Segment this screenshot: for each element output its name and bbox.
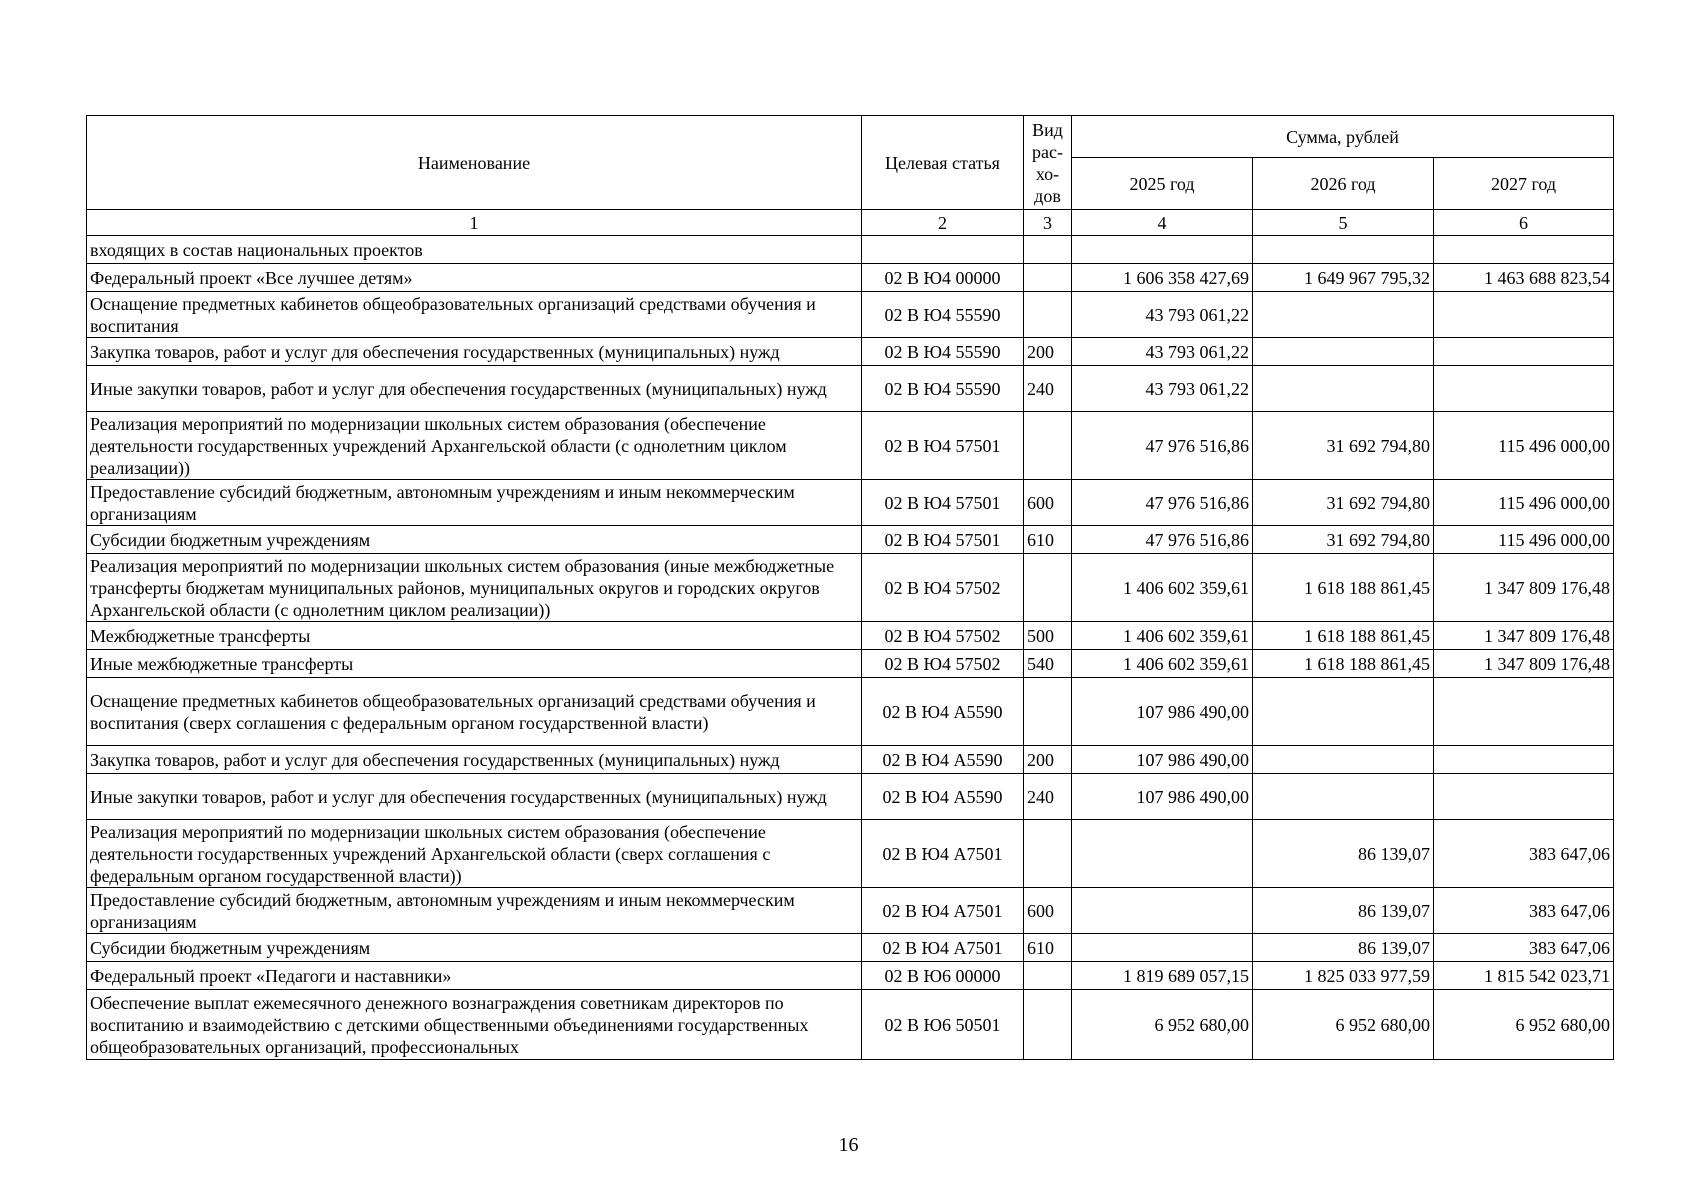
cell-y2026: 1 618 188 861,45	[1253, 650, 1434, 678]
cell-name: Реализация мероприятий по модернизации школьных систем образования (иные межбюджетные трансферты бюджетам муниципальных районов, муниципальных округов и городских округов Архангельской области (с однолетним циклом реализации))	[87, 554, 862, 622]
cell-y2025: 1 406 602 359,61	[1072, 554, 1253, 622]
cell-name: Реализация мероприятий по модернизации школьных систем образования (обеспечение деятельности государственных учреждений Архангельской области (сверх соглашения с федеральным органом государственной власти))	[87, 820, 862, 888]
cell-name: Предоставление субсидий бюджетным, автономным учреждениям и иным некоммерческим организациям	[87, 480, 862, 526]
cell-y2026	[1253, 774, 1434, 820]
cell-code: 02 В Ю4 А7501	[862, 888, 1024, 934]
cell-name: Субсидии бюджетным учреждениям	[87, 934, 862, 962]
cell-name: Реализация мероприятий по модернизации школьных систем образования (обеспечение деятельности государственных учреждений Архангельской области (с однолетним циклом реализации))	[87, 412, 862, 480]
cell-vid: 240	[1024, 774, 1072, 820]
cell-y2025: 1 406 602 359,61	[1072, 622, 1253, 650]
cell-y2025: 107 986 490,00	[1072, 746, 1253, 774]
cell-y2025: 6 952 680,00	[1072, 990, 1253, 1060]
cell-code: 02 В Ю4 А7501	[862, 934, 1024, 962]
cell-code: 02 В Ю4 А5590	[862, 774, 1024, 820]
cell-name: Федеральный проект «Все лучшее детям»	[87, 264, 862, 292]
cell-name: Иные межбюджетные трансферты	[87, 650, 862, 678]
table-row	[87, 746, 1614, 774]
cell-y2027: 6 952 680,00	[1434, 990, 1614, 1060]
cell-y2025: 107 986 490,00	[1072, 678, 1253, 746]
cell-code: 02 В Ю4 57502	[862, 650, 1024, 678]
cell-vid	[1024, 264, 1072, 292]
cell-y2025	[1072, 236, 1253, 264]
cell-y2025: 47 976 516,86	[1072, 412, 1253, 480]
col-number: 2	[862, 210, 1024, 236]
table-row	[87, 338, 1614, 366]
cell-code: 02 В Ю4 57501	[862, 412, 1024, 480]
cell-y2026	[1253, 338, 1434, 366]
cell-vid	[1024, 292, 1072, 338]
cell-vid: 610	[1024, 526, 1072, 554]
header-expense-type	[1024, 116, 1072, 210]
header-year-2027: 2027 год	[1434, 158, 1614, 210]
cell-y2027: 383 647,06	[1434, 934, 1614, 962]
col-number: 1	[87, 210, 862, 236]
cell-vid: 600	[1024, 480, 1072, 526]
cell-y2025: 43 793 061,22	[1072, 338, 1253, 366]
cell-name: Предоставление субсидий бюджетным, автономным учреждениям и иным некоммерческим организациям	[87, 888, 862, 934]
cell-name: Федеральный проект «Педагоги и наставники»	[87, 962, 862, 990]
cell-vid: 610	[1024, 934, 1072, 962]
cell-y2025: 47 976 516,86	[1072, 526, 1253, 554]
cell-y2027: 1 347 809 176,48	[1434, 622, 1614, 650]
cell-y2025: 107 986 490,00	[1072, 774, 1253, 820]
cell-code: 02 В Ю4 57502	[862, 622, 1024, 650]
cell-code: 02 В Ю4 57501	[862, 526, 1024, 554]
cell-y2025: 43 793 061,22	[1072, 366, 1253, 412]
col-number: 4	[1072, 210, 1253, 236]
cell-y2026	[1253, 678, 1434, 746]
col-number: 3	[1024, 210, 1072, 236]
cell-code: 02 В Ю4 57502	[862, 554, 1024, 622]
cell-code: 02 В Ю4 57501	[862, 480, 1024, 526]
table-row	[87, 962, 1614, 990]
cell-vid: 200	[1024, 338, 1072, 366]
cell-y2025: 1 819 689 057,15	[1072, 962, 1253, 990]
cell-name: Обеспечение выплат ежемесячного денежного вознаграждения советникам директоров по воспитанию и взаимодействию с детскими общественными объединениями государственных общеобразовательных организаций, профессиональных	[87, 990, 862, 1060]
header-target-article: Целевая статья	[862, 116, 1024, 210]
cell-y2026: 1 618 188 861,45	[1253, 554, 1434, 622]
cell-code: 02 В Ю4 А5590	[862, 746, 1024, 774]
cell-y2026: 31 692 794,80	[1253, 526, 1434, 554]
cell-y2027: 115 496 000,00	[1434, 480, 1614, 526]
table-row	[87, 236, 1614, 264]
header-year-2025: 2025 год	[1072, 158, 1253, 210]
cell-y2027	[1434, 774, 1614, 820]
cell-y2026: 86 139,07	[1253, 934, 1434, 962]
cell-name: Оснащение предметных кабинетов общеобразовательных организаций средствами обучения и воспитания (сверх соглашения с федеральным органом государственной власти)	[87, 678, 862, 746]
cell-name: Иные закупки товаров, работ и услуг для обеспечения государственных (муниципальных) нужд	[87, 366, 862, 412]
cell-y2027: 115 496 000,00	[1434, 526, 1614, 554]
header-vid-line: рас-	[1032, 141, 1063, 162]
table-row	[87, 412, 1614, 480]
cell-y2027	[1434, 678, 1614, 746]
cell-y2026: 6 952 680,00	[1253, 990, 1434, 1060]
header-name: Наименование	[87, 116, 862, 210]
cell-y2027: 115 496 000,00	[1434, 412, 1614, 480]
cell-y2026: 86 139,07	[1253, 820, 1434, 888]
table-row	[87, 480, 1614, 526]
cell-vid	[1024, 990, 1072, 1060]
cell-y2026: 1 618 188 861,45	[1253, 622, 1434, 650]
cell-y2027: 1 347 809 176,48	[1434, 554, 1614, 622]
cell-name: Субсидии бюджетным учреждениям	[87, 526, 862, 554]
cell-code: 02 В Ю4 А7501	[862, 820, 1024, 888]
table-row	[87, 990, 1614, 1060]
cell-code: 02 В Ю6 00000	[862, 962, 1024, 990]
header-year-2026: 2026 год	[1253, 158, 1434, 210]
cell-vid: 540	[1024, 650, 1072, 678]
cell-vid: 600	[1024, 888, 1072, 934]
table-row	[87, 650, 1614, 678]
cell-vid	[1024, 962, 1072, 990]
cell-y2025: 43 793 061,22	[1072, 292, 1253, 338]
table-row	[87, 678, 1614, 746]
cell-code	[862, 236, 1024, 264]
table-body	[87, 236, 1614, 1060]
table-row	[87, 526, 1614, 554]
header-vid-line: Вид	[1032, 119, 1063, 140]
cell-vid	[1024, 412, 1072, 480]
cell-y2025: 1 606 358 427,69	[1072, 264, 1253, 292]
cell-name: Закупка товаров, работ и услуг для обеспечения государственных (муниципальных) нужд	[87, 746, 862, 774]
cell-vid: 200	[1024, 746, 1072, 774]
col-number: 6	[1434, 210, 1614, 236]
page-number: 16	[838, 1134, 859, 1156]
cell-name: Иные закупки товаров, работ и услуг для обеспечения государственных (муниципальных) нужд	[87, 774, 862, 820]
table-row	[87, 554, 1614, 622]
cell-y2026	[1253, 292, 1434, 338]
cell-y2027: 383 647,06	[1434, 888, 1614, 934]
table-row	[87, 888, 1614, 934]
cell-vid	[1024, 554, 1072, 622]
cell-y2025: 47 976 516,86	[1072, 480, 1253, 526]
cell-code: 02 В Ю4 00000	[862, 264, 1024, 292]
cell-y2027	[1434, 236, 1614, 264]
cell-code: 02 В Ю6 50501	[862, 990, 1024, 1060]
cell-y2025: 1 406 602 359,61	[1072, 650, 1253, 678]
cell-name: Оснащение предметных кабинетов общеобразовательных организаций средствами обучения и воспитания	[87, 292, 862, 338]
cell-vid	[1024, 236, 1072, 264]
cell-y2026	[1253, 236, 1434, 264]
cell-code: 02 В Ю4 А5590	[862, 678, 1024, 746]
table-row	[87, 292, 1614, 338]
cell-y2027: 1 815 542 023,71	[1434, 962, 1614, 990]
cell-name: входящих в состав национальных проектов	[87, 236, 862, 264]
table-row	[87, 622, 1614, 650]
cell-vid: 500	[1024, 622, 1072, 650]
cell-name: Межбюджетные трансферты	[87, 622, 862, 650]
cell-y2026: 1 825 033 977,59	[1253, 962, 1434, 990]
col-number: 5	[1253, 210, 1434, 236]
table-row	[87, 264, 1614, 292]
cell-y2027: 1 463 688 823,54	[1434, 264, 1614, 292]
cell-vid	[1024, 678, 1072, 746]
cell-code: 02 В Ю4 55590	[862, 338, 1024, 366]
cell-y2027: 1 347 809 176,48	[1434, 650, 1614, 678]
table-row	[87, 366, 1614, 412]
table-row	[87, 820, 1614, 888]
cell-y2026	[1253, 366, 1434, 412]
table-row	[87, 934, 1614, 962]
cell-y2026: 86 139,07	[1253, 888, 1434, 934]
cell-y2026: 1 649 967 795,32	[1253, 264, 1434, 292]
cell-vid	[1024, 820, 1072, 888]
budget-table	[86, 115, 1614, 1060]
cell-y2025	[1072, 888, 1253, 934]
cell-y2025	[1072, 934, 1253, 962]
cell-y2027	[1434, 746, 1614, 774]
cell-code: 02 В Ю4 55590	[862, 292, 1024, 338]
cell-y2026: 31 692 794,80	[1253, 480, 1434, 526]
cell-y2027	[1434, 292, 1614, 338]
cell-y2026	[1253, 746, 1434, 774]
cell-name: Закупка товаров, работ и услуг для обеспечения государственных (муниципальных) нужд	[87, 338, 862, 366]
table-row	[87, 774, 1614, 820]
header-vid-line: дов	[1034, 185, 1061, 206]
header-vid-line: хо-	[1035, 163, 1060, 184]
cell-code: 02 В Ю4 55590	[862, 366, 1024, 412]
cell-vid: 240	[1024, 366, 1072, 412]
cell-y2025	[1072, 820, 1253, 888]
cell-y2027: 383 647,06	[1434, 820, 1614, 888]
cell-y2027	[1434, 338, 1614, 366]
header-sum: Сумма, рублей	[1072, 116, 1614, 158]
cell-y2026: 31 692 794,80	[1253, 412, 1434, 480]
cell-y2027	[1434, 366, 1614, 412]
